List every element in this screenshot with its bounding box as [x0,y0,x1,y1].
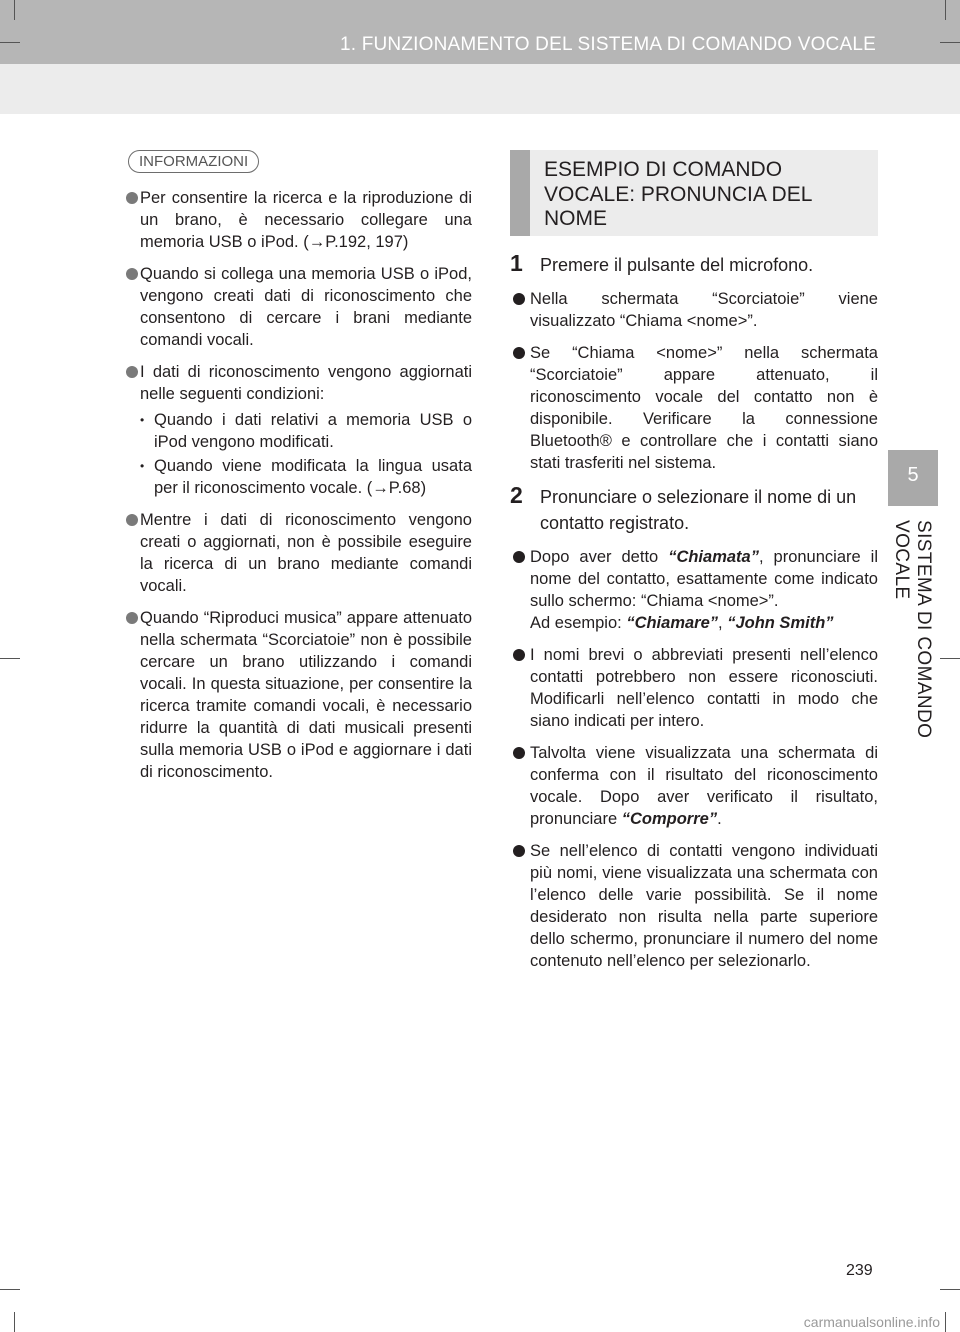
crop-mark [14,1312,15,1332]
bullet-icon [513,747,525,759]
header-subband [0,64,960,114]
crop-mark [0,42,20,43]
step-1 [510,252,878,278]
step-2 [510,484,878,536]
step-note: I nomi brevi o abbreviati presenti nell’elenco contatti potrebbero non essere riconosciuti. Modificarli nell’elenco contatti in modo che siano indicati per intero. [510,644,878,732]
bullet-icon [126,192,138,204]
crop-mark [940,42,960,43]
section-title: ESEMPIO DI COMANDO VOCALE: PRONUNCIA DEL NOME [544,158,812,230]
sub-item: • Quando viene modificata la lingua usata per il riconoscimento vocale. (→P.68) [140,455,472,499]
sub-item: • Quando i dati relativi a memoria USB o iPod vengono modificati. [140,409,472,453]
step-note: Dopo aver detto “Chiamata”, pronunciare il nome del contatto, esattamente come indicato sullo schermo: “Chiama <nome>”. Ad esempio: “Chiamare”, “John Smith” [510,546,878,634]
step-number: 2 [510,482,523,508]
bullet-icon [513,551,525,563]
chapter-tab [888,450,938,506]
voice-command: “Comporre” [621,810,718,828]
crop-mark [945,1312,946,1332]
info-item: Quando si collega una memoria USB o iPod, vengono creati dati di riconoscimento che consentono di cercare i brani mediante comandi vocali. [128,263,472,351]
crop-mark [940,658,960,659]
info-item: Per consentire la ricerca e la riproduzione di un brano, è necessario collegare una memoria USB o iPod. (→P.192, 197) [128,187,472,253]
header-title: 1. FUNZIONAMENTO DEL SISTEMA DI COMANDO VOCALE [339,34,876,55]
crop-mark [14,0,15,20]
info-item: I dati di riconoscimento vengono aggiornati nelle seguenti condizioni: • Quando i dati relativi a memoria USB o iPod vengono modificati. • Quando viene modificata la lingua usata per il riconoscimento vocale. (→P.68) [128,361,472,499]
sub-list [140,409,472,499]
step-number: 1 [510,250,523,276]
info-tag: INFORMAZIONI [128,150,259,173]
chapter-number: 5 [907,464,919,486]
bullet-icon [513,347,525,359]
page-number: 239 [846,1262,873,1279]
step-note: Se nell’elenco di contatti vengono individuati più nomi, viene visualizzata una schermata con l’elenco delle varie possibilità. Se il nome desiderato non risulta nella parte superiore dello schermo, pronunciare il numero del nome contenuto nell’elenco per selezionarlo. [510,840,878,972]
chapter-label: SISTEMA DI COMANDO VOCALE [891,520,934,739]
step-text: Premere il pulsante del microfono. [540,255,814,275]
bullet-icon [513,845,525,857]
crop-mark [940,1289,960,1290]
info-item: Mentre i dati di riconoscimento vengono creati o aggiornati, non è possibile eseguire la ricerca di un brano mediante comandi vocali. [128,509,472,597]
section-title-box [510,150,878,236]
voice-command: “Chiamata” [668,548,759,566]
example-column [510,150,878,982]
crop-mark [0,658,20,659]
crop-mark [945,0,946,20]
voice-command: “John Smith” [727,614,834,632]
title-bar [510,150,530,236]
info-column [128,150,472,793]
voice-command: “Chiamare” [626,614,719,632]
bullet-icon [126,514,138,526]
info-item: Quando “Riproduci musica” appare attenuato nella schermata “Scorciatoie” non è possibile cercare un brano utilizzando i comandi vocali. In questa situazione, per consentire la ricerca tramite comandi vocali, è necessario ridurre la quantità di dati musicali presenti sulla memoria USB o iPod e aggiornare i dati di riconoscimento. [128,607,472,783]
bullet-icon [513,293,525,305]
step-note: Nella schermata “Scorciatoie” viene visualizzato “Chiama <nome>”. [510,288,878,332]
bullet-icon [513,649,525,661]
bullet-icon [126,268,138,280]
crop-mark [0,1289,20,1290]
bullet-icon [126,612,138,624]
watermark: carmanualsonline.info [803,1314,940,1330]
bullet-icon [126,366,138,378]
step-note: Talvolta viene visualizzata una schermata di conferma con il risultato del riconoscimento vocale. Dopo aver verificato il risultato, pronunciare “Comporre”. [510,742,878,830]
step-text: Pronunciare o selezionare il nome di un contatto registrato. [540,487,857,533]
step-note: Se “Chiama <nome>” nella schermata “Scorciatoie” appare attenuato, il riconoscimento vocale del contatto non è disponibile. Verificare la connessione Bluetooth® e controllare che i contatti siano stati trasferiti nel sistema. [510,342,878,474]
